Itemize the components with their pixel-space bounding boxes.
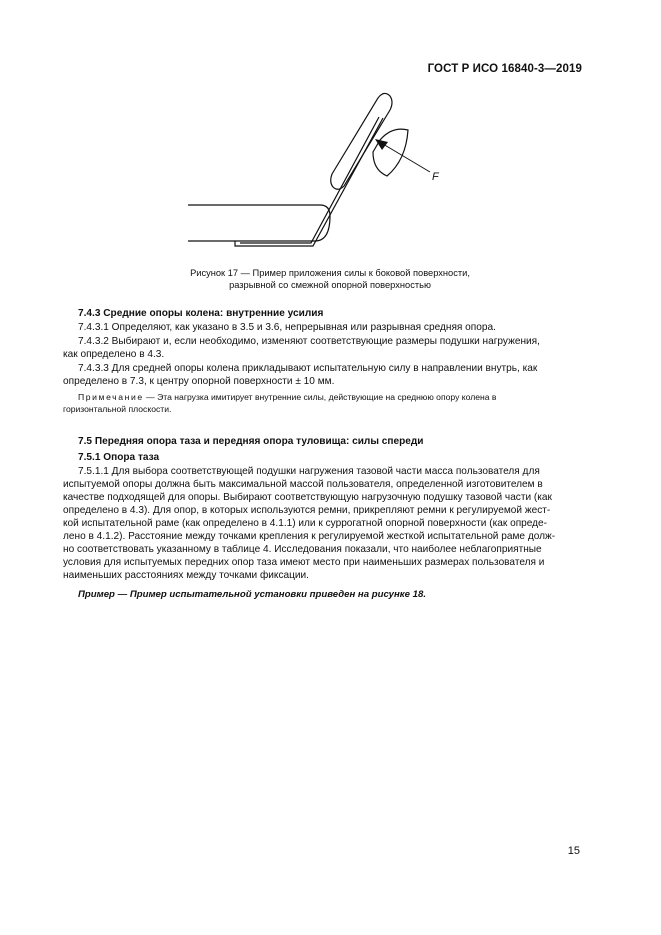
para-7-4-3-3-line2: определено в 7.3, к центру опорной поверхности ± 10 мм. <box>63 376 335 387</box>
support-plate <box>235 118 383 246</box>
para-7-5-1-1-line: определено в 4.3). Для опор, в которых используются ремни, прикрепляют ремни к регулируемой жест- <box>63 505 551 516</box>
example-note: Пример — Пример испытательной установки приведен на рисунке 18. <box>78 589 426 600</box>
para-7-5-1-1-line: условия для испытуемых передних опор таза имеют место при наименьших размерах пользователя и <box>63 557 545 568</box>
note-7-4-3-line2: горизонтальной плоскости. <box>63 404 172 414</box>
force-label: F <box>432 171 439 183</box>
figure-17-drawing <box>180 90 470 260</box>
para-7-5-1-1-line: 7.5.1.1 Для выбора соответствующей подушки нагружения тазовой части масса пользователя для <box>78 466 540 477</box>
heading-7-5-1: 7.5.1 Опора таза <box>78 452 160 463</box>
loading-pad <box>373 129 408 176</box>
caption-line-2: разрывной со смежной опорной поверхностью <box>229 280 431 290</box>
note-text: — Эта нагрузка имитирует внутренние силы, действующие на среднюю опору колена в <box>143 392 497 402</box>
para-7-4-3-3-line1: 7.4.3.3 Для средней опоры колена прикладывают испытательную силу в направлении внутрь, как <box>78 363 538 374</box>
para-7-4-3-1: 7.4.3.1 Определяют, как указано в 3.5 и 3.6, непрерывная или разрывная средняя опора. <box>78 322 496 333</box>
para-7-4-3-2-line2: как определено в 4.3. <box>63 349 165 360</box>
para-7-4-3-2-line1: 7.4.3.2 Выбирают и, если необходимо, изменяют соответствующие размеры подушки нагружения, <box>78 336 540 347</box>
note-label: Примечание <box>78 392 144 402</box>
heading-7-5: 7.5 Передняя опора таза и передняя опора туловища: силы спереди <box>78 436 424 447</box>
para-7-5-1-1-line: наименьших расстояниях между точками фиксации. <box>63 570 309 581</box>
page-number: 15 <box>567 845 580 857</box>
para-7-5-1-1-line: испытуемой опоры должна быть максимальной массой пользователя, определенной изготовителем в <box>63 479 543 490</box>
caption-line-1: Рисунок 17 — Пример приложения силы к боковой поверхности, <box>190 268 470 278</box>
para-7-5-1-1-line: качестве подходящей для опоры. Выбирают соответствующую нагрузочную подушку тазовой части (как <box>63 492 552 503</box>
heading-7-4-3: 7.4.3 Средние опоры колена: внутренние усилия <box>78 308 324 319</box>
seat-cushion <box>188 205 330 241</box>
para-7-5-1-1-line: кой испытательной раме (как определено в 4.1.1) или к суррогатной опорной поверхности (как опреде- <box>63 518 548 529</box>
figure-caption <box>120 267 540 291</box>
force-line <box>383 144 430 172</box>
para-7-5-1-1-line: лено в 4.1.2). Расстояние между точками крепления к регулируемой жесткой испытательной раме долж- <box>63 531 556 542</box>
para-7-5-1-1-line: но соответствовать указанному в таблице 4. Исследования показали, что наиболее неблагоприятные <box>63 544 542 555</box>
document-header: ГОСТ Р ИСО 16840-3—2019 <box>427 63 582 75</box>
note-7-4-3 <box>78 392 583 404</box>
